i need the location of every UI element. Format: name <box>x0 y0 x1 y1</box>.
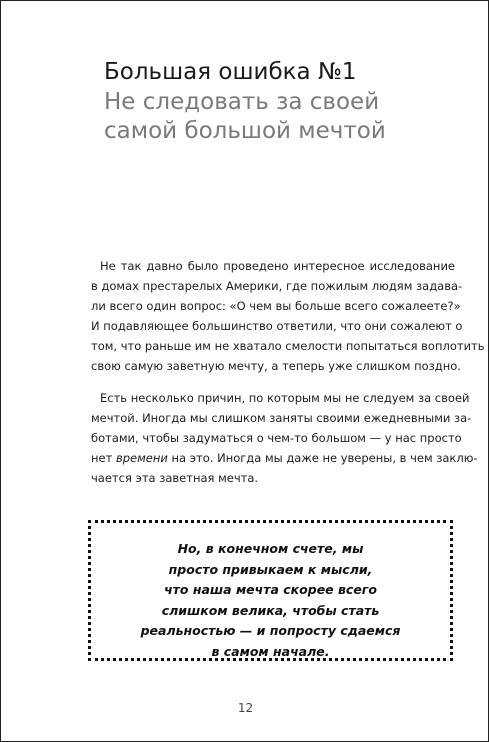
chapter-title: Большая ошибка №1 <box>104 59 357 85</box>
paragraph-line: Не так давно было проведено интересное исследование <box>100 259 455 273</box>
paragraph-1 <box>91 256 485 376</box>
paragraph-line: свою самую заветную мечту, а теперь уже слишком поздно. <box>91 359 461 373</box>
chapter-subtitle-line-2: самой большой мечтой <box>104 118 386 144</box>
quote-line: слишком велика, чтобы стать <box>161 602 380 618</box>
paragraph-line: Есть несколько причин, по которым мы не следуем за своей <box>100 391 470 405</box>
paragraph-line: том, что раньше им не хватало смелости попытаться воплотить <box>91 339 485 353</box>
quote-line: что наша мечта скорее всего <box>164 582 377 597</box>
quote-line: Но, в конечном счете, мы <box>177 541 364 556</box>
paragraph-line: в домах престарелых Америки, где пожилым людям задава- <box>91 279 463 293</box>
quote-line: реальностью — и попросту сдаемся <box>140 623 401 638</box>
paragraph-line: ботами, чтобы задуматься о чем-то большом — у нас просто <box>91 431 462 445</box>
paragraph-line: чается эта заветная мечта. <box>91 471 259 485</box>
chapter-subtitle-line-1: Не следовать за своей <box>104 89 380 115</box>
text-segment: нет <box>91 451 116 465</box>
paragraph-line: И подавляющее большинство ответили, что они сожалеют о <box>91 319 463 333</box>
paragraph-line: ли всего один вопрос: «О чем вы больше всего сожалеете?» <box>91 299 461 313</box>
quote-line: в самом начале. <box>211 643 330 659</box>
quote-line: просто привыкаем к мысли, <box>168 561 373 577</box>
page-number: 12 <box>237 701 254 715</box>
pull-quote-box <box>88 520 453 661</box>
paragraph-2 <box>91 388 478 488</box>
paragraph-line: мечтой. Иногда мы слишком заняты своими ежедневными за- <box>91 411 472 425</box>
pull-quote-text <box>91 539 450 662</box>
text-segment: на это. Иногда мы даже не уверены, в чем заклю- <box>167 451 478 465</box>
italic-word: времени <box>115 451 168 465</box>
paragraph-line-with-italic <box>91 448 478 468</box>
